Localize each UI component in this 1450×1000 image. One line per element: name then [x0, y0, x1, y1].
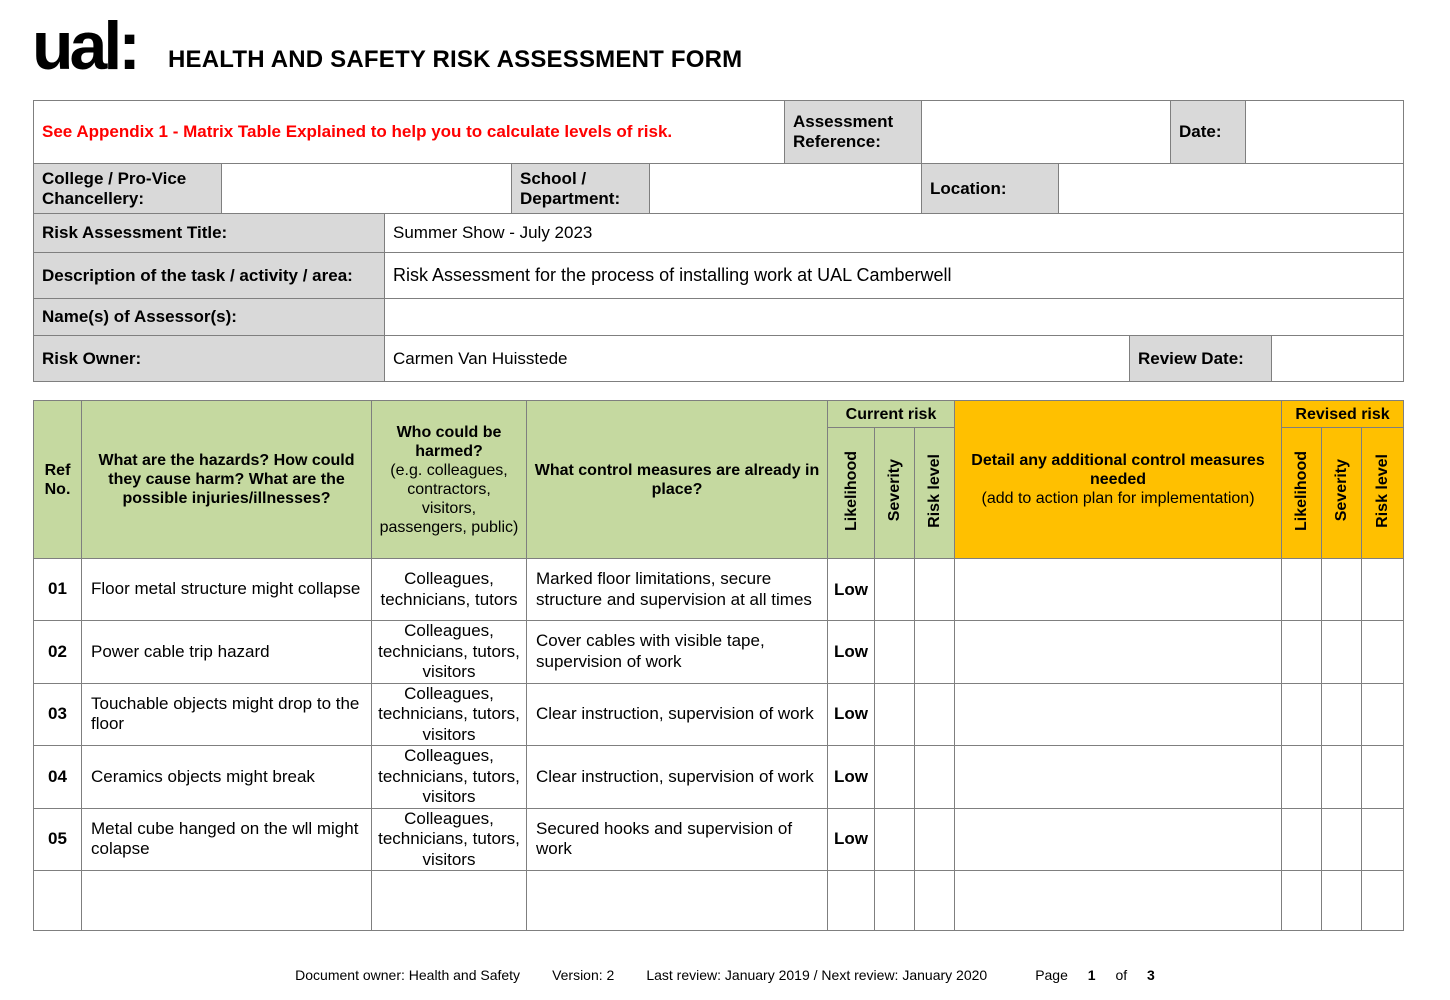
- header-revised-severity: Severity: [1333, 459, 1351, 522]
- footer-version: Version: 2: [552, 967, 615, 983]
- empty-cell[interactable]: [875, 871, 915, 931]
- header-current-risk: Current risk: [828, 401, 955, 428]
- ref-cell: 01: [34, 559, 82, 621]
- school-label: School / Department:: [512, 164, 650, 214]
- header-who-examples: (e.g. colleagues, contractors, visitors, passengers, public): [379, 461, 519, 536]
- form-details-table: [33, 100, 1404, 214]
- revised-severity-cell[interactable]: [1322, 621, 1362, 684]
- footer-page-current: 1: [1087, 967, 1096, 983]
- date-field[interactable]: [1246, 101, 1404, 164]
- who-cell: Colleagues, technicians, tutors, visitors: [372, 746, 527, 809]
- revised-risk-level-cell[interactable]: [1362, 621, 1404, 684]
- additional-measures-cell[interactable]: [955, 683, 1282, 746]
- current-likelihood-cell: Low: [828, 746, 875, 809]
- header-revised-likelihood: Likelihood: [1293, 450, 1311, 531]
- current-likelihood-cell: Low: [828, 808, 875, 871]
- revised-likelihood-cell[interactable]: [1282, 746, 1322, 809]
- hazard-cell: Touchable objects might drop to the floor: [82, 683, 372, 746]
- controls-cell: Clear instruction, supervision of work: [527, 683, 828, 746]
- revised-risk-level-cell[interactable]: [1362, 746, 1404, 809]
- empty-cell[interactable]: [1282, 871, 1322, 931]
- empty-cell[interactable]: [955, 871, 1282, 931]
- additional-measures-cell[interactable]: [955, 559, 1282, 621]
- current-risk-level-cell[interactable]: [915, 621, 955, 684]
- controls-cell: Clear instruction, supervision of work: [527, 746, 828, 809]
- ref-cell: 02: [34, 621, 82, 684]
- revised-severity-cell[interactable]: [1322, 808, 1362, 871]
- current-risk-level-cell[interactable]: [915, 559, 955, 621]
- empty-cell[interactable]: [1362, 871, 1404, 931]
- footer-page-mid: of: [1111, 967, 1132, 983]
- header-additional: [955, 401, 1282, 559]
- footer-page-prefix: Page: [1035, 967, 1072, 983]
- empty-cell[interactable]: [915, 871, 955, 931]
- footer-page-total: 3: [1147, 967, 1155, 983]
- current-risk-level-cell[interactable]: [915, 683, 955, 746]
- assessors-label: Name(s) of Assessor(s):: [34, 299, 385, 336]
- hazard-cell: Power cable trip hazard: [82, 621, 372, 684]
- header-who: [372, 401, 527, 559]
- assessment-info-table: [33, 213, 1404, 382]
- revised-risk-level-cell[interactable]: [1362, 808, 1404, 871]
- revised-likelihood-cell[interactable]: [1282, 559, 1322, 621]
- table-row-empty: [34, 871, 1404, 931]
- current-likelihood-cell: Low: [828, 683, 875, 746]
- header-ref: Ref No.: [34, 401, 82, 559]
- hazard-table: [33, 400, 1404, 931]
- current-risk-level-cell[interactable]: [915, 808, 955, 871]
- title-field[interactable]: Summer Show - July 2023: [385, 214, 1404, 253]
- date-label: Date:: [1171, 101, 1246, 164]
- risk-owner-field[interactable]: Carmen Van Huisstede: [385, 336, 1130, 382]
- revised-likelihood-cell[interactable]: [1282, 621, 1322, 684]
- review-date-field[interactable]: [1272, 336, 1404, 382]
- additional-measures-cell[interactable]: [955, 621, 1282, 684]
- additional-measures-cell[interactable]: [955, 746, 1282, 809]
- revised-risk-level-cell[interactable]: [1362, 559, 1404, 621]
- hazard-rows: [34, 559, 1404, 871]
- ual-logo: ual:: [32, 8, 137, 84]
- who-cell: Colleagues, technicians, tutors, visitors: [372, 808, 527, 871]
- location-field[interactable]: [1059, 164, 1404, 214]
- empty-cell[interactable]: [372, 871, 527, 931]
- form-title: HEALTH AND SAFETY RISK ASSESSMENT FORM: [168, 46, 743, 73]
- empty-cell[interactable]: [34, 871, 82, 931]
- college-field[interactable]: [222, 164, 512, 214]
- current-severity-cell[interactable]: [875, 746, 915, 809]
- revised-likelihood-cell[interactable]: [1282, 808, 1322, 871]
- header-current-likelihood: Likelihood: [842, 450, 860, 531]
- header-additional-title: Detail any additional control measures needed: [971, 452, 1265, 488]
- hazard-cell: Floor metal structure might collapse: [82, 559, 372, 621]
- header-who-title: Who could be harmed?: [396, 423, 502, 460]
- who-cell: Colleagues, technicians, tutors: [372, 559, 527, 621]
- revised-severity-cell[interactable]: [1322, 559, 1362, 621]
- description-field[interactable]: Risk Assessment for the process of installing work at UAL Camberwell: [385, 253, 1404, 299]
- appendix-note: See Appendix 1 - Matrix Table Explained to help you to calculate levels of risk.: [34, 101, 785, 164]
- controls-cell: Cover cables with visible tape, supervision of work: [527, 621, 828, 684]
- hazard-cell: Metal cube hanged on the wll might colapse: [82, 808, 372, 871]
- review-date-label: Review Date:: [1130, 336, 1272, 382]
- who-cell: Colleagues, technicians, tutors, visitors: [372, 621, 527, 684]
- table-row: [34, 559, 1404, 621]
- footer-page: [1019, 967, 1155, 983]
- current-severity-cell[interactable]: [875, 683, 915, 746]
- controls-cell: Secured hooks and supervision of work: [527, 808, 828, 871]
- hazard-cell: Ceramics objects might break: [82, 746, 372, 809]
- title-label: Risk Assessment Title:: [34, 214, 385, 253]
- revised-severity-cell[interactable]: [1322, 683, 1362, 746]
- footer-owner: Document owner: Health and Safety: [295, 967, 521, 983]
- footer: [0, 967, 1450, 983]
- school-field[interactable]: [650, 164, 922, 214]
- empty-cell[interactable]: [82, 871, 372, 931]
- additional-measures-cell[interactable]: [955, 808, 1282, 871]
- current-likelihood-cell: Low: [828, 621, 875, 684]
- college-label: College / Pro-Vice Chancellery:: [34, 164, 222, 214]
- assessment-reference-field[interactable]: [922, 101, 1171, 164]
- header-additional-note: (add to action plan for implementation): [981, 490, 1255, 507]
- table-row: [34, 683, 1404, 746]
- header-current-risk-level: Risk level: [926, 453, 943, 528]
- table-row: [34, 746, 1404, 809]
- empty-cell[interactable]: [1322, 871, 1362, 931]
- ref-cell: 03: [34, 683, 82, 746]
- table-row: [34, 808, 1404, 871]
- footer-review: Last review: January 2019 / Next review: January 2020: [646, 967, 988, 983]
- assessors-field[interactable]: [385, 299, 1404, 336]
- risk-owner-label: Risk Owner:: [34, 336, 385, 382]
- location-label: Location:: [922, 164, 1059, 214]
- assessment-reference-label: Assessment Reference:: [785, 101, 922, 164]
- current-likelihood-cell: Low: [828, 559, 875, 621]
- header: [32, 8, 1412, 84]
- ref-cell: 04: [34, 746, 82, 809]
- current-risk-level-cell[interactable]: [915, 746, 955, 809]
- header-hazards: What are the hazards? How could they cause harm? What are the possible injuries/illnesses?: [82, 401, 372, 559]
- table-row: [34, 621, 1404, 684]
- revised-likelihood-cell[interactable]: [1282, 683, 1322, 746]
- description-label: Description of the task / activity / area:: [34, 253, 385, 299]
- current-severity-cell[interactable]: [875, 621, 915, 684]
- who-cell: Colleagues, technicians, tutors, visitors: [372, 683, 527, 746]
- empty-cell[interactable]: [527, 871, 828, 931]
- empty-cell[interactable]: [828, 871, 875, 931]
- header-controls: What control measures are already in place?: [527, 401, 828, 559]
- controls-cell: Marked floor limitations, secure structure and supervision at all times: [527, 559, 828, 621]
- current-severity-cell[interactable]: [875, 559, 915, 621]
- revised-risk-level-cell[interactable]: [1362, 683, 1404, 746]
- header-revised-risk: Revised risk: [1282, 401, 1404, 428]
- revised-severity-cell[interactable]: [1322, 746, 1362, 809]
- current-severity-cell[interactable]: [875, 808, 915, 871]
- ref-cell: 05: [34, 808, 82, 871]
- header-revised-risk-level: Risk level: [1374, 453, 1392, 528]
- header-current-severity: Severity: [886, 459, 903, 522]
